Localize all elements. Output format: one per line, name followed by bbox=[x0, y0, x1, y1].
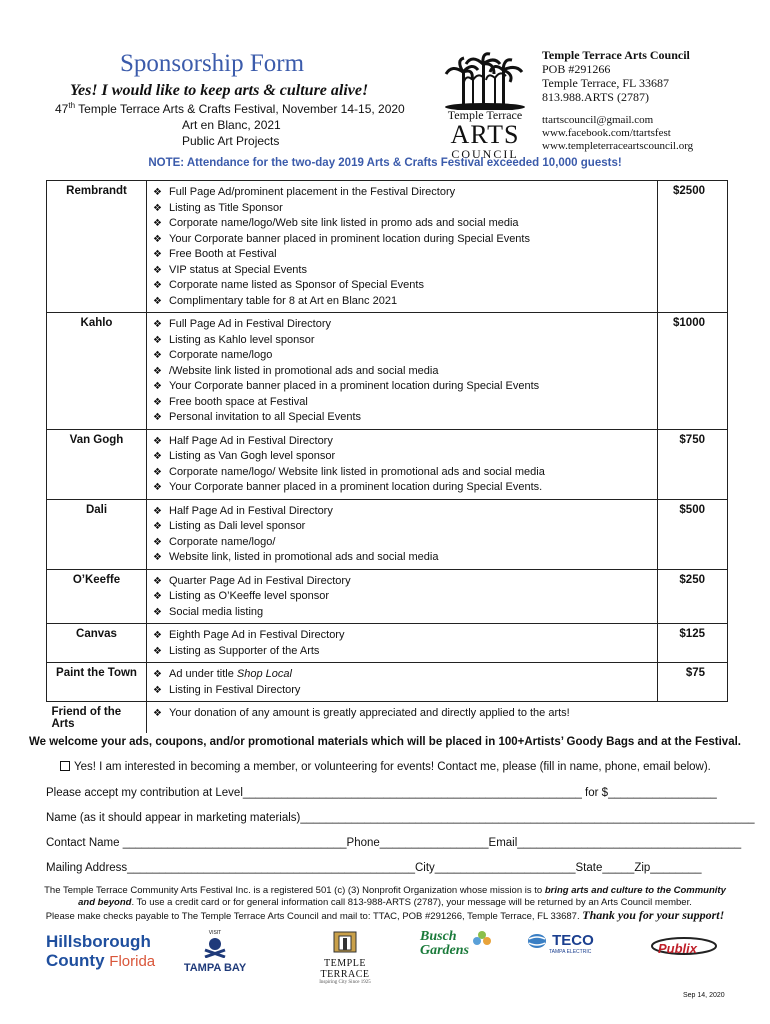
mission-statement bbox=[40, 885, 730, 923]
contact-block bbox=[542, 48, 693, 153]
tier-benefits bbox=[147, 429, 658, 499]
logo-temple-terrace: Temple Terrace bbox=[447, 108, 523, 122]
art-en-blanc-line: Art en Blanc, 2021 bbox=[182, 118, 281, 132]
benefit-item: ❖ Eighth Page Ad in Festival Directory bbox=[153, 628, 652, 644]
mission-emphasis: bring arts and culture to the Community and beyond bbox=[78, 885, 726, 908]
form-date: Sep 14, 2020 bbox=[683, 992, 725, 999]
tier-price: $125 bbox=[658, 624, 728, 663]
contact-org: Temple Terrace Arts Council bbox=[542, 48, 690, 62]
public-art-line: Public Art Projects bbox=[182, 134, 280, 148]
florida-word: Florida bbox=[109, 953, 156, 970]
benefit-item: ❖ Your Corporate banner placed in a prominent location during Special Events bbox=[153, 379, 652, 395]
busch-gardens-logo bbox=[420, 930, 469, 958]
hillsborough-word: Hillsborough bbox=[46, 932, 151, 951]
benefit-item bbox=[153, 667, 652, 683]
tier-price: $2500 bbox=[658, 181, 728, 313]
benefit-item: ❖ Listing as Kahlo level sponsor bbox=[153, 333, 652, 349]
benefit-item: ❖ Social media listing bbox=[153, 605, 652, 621]
temple-terrace-city-logo bbox=[305, 928, 385, 985]
benefit-item: ❖ Listing as Van Gogh level sponsor bbox=[153, 449, 652, 465]
benefit-item: ❖ Complimentary table for 8 at Art en Blanc 2021 bbox=[153, 294, 652, 310]
benefit-item: ❖ Half Page Ad in Festival Directory bbox=[153, 504, 652, 520]
benefit-item: ❖ Full Page Ad in Festival Directory bbox=[153, 317, 652, 333]
benefit-item: ❖ Corporate name listed as Sponsor of Special Events bbox=[153, 278, 652, 294]
tier-level: Friend of the Arts bbox=[47, 702, 147, 734]
visit-tampa-bay-logo bbox=[180, 930, 250, 974]
tier-level: O’Keeffe bbox=[47, 569, 147, 624]
contact-email[interactable]: ttartscouncil@gmail.com bbox=[542, 114, 654, 126]
benefit-item: ❖ Listing as Title Sponsor bbox=[153, 201, 652, 217]
benefit-item: ❖ Free booth space at Festival bbox=[153, 395, 652, 411]
temple-terrace-slogan: Inspiring City Since 1925 bbox=[319, 980, 371, 985]
tier-level: Van Gogh bbox=[47, 429, 147, 499]
marketing-name-field[interactable]: Name (as it should appear in marketing materials)_______________________________________________________________________ bbox=[46, 812, 755, 824]
benefit-item: ❖ Your Corporate banner placed in prominent location during Special Events bbox=[153, 232, 652, 248]
contact-pob: POB #291266 bbox=[542, 62, 611, 76]
sponsorship-tiers-table bbox=[46, 180, 728, 733]
palm-trees-icon bbox=[438, 52, 532, 110]
attendance-note: NOTE: Attendance for the two-day 2019 Arts & Crafts Festival exceeded 10,000 guests! bbox=[148, 157, 622, 169]
benefit-item: ❖ VIP status at Special Events bbox=[153, 263, 652, 279]
benefit-text: Ad under title bbox=[169, 668, 237, 680]
benefit-item: ❖ Corporate name/logo/ bbox=[153, 535, 652, 551]
benefit-item: ❖ Personal invitation to all Special Events bbox=[153, 410, 652, 426]
city-seal-icon bbox=[330, 928, 360, 954]
mission-text-a: The Temple Terrace Community Arts Festival Inc. is a registered 501 (c) (3) Nonprofit Organization whose mission is to bbox=[44, 885, 545, 896]
benefit-item: ❖ Website link, listed in promotional ads and social media bbox=[153, 550, 652, 566]
teco-globe-icon bbox=[527, 933, 547, 949]
teco-logo bbox=[527, 930, 594, 955]
benefit-item: ❖ Your Corporate banner placed in a prominent location during Special Events. bbox=[153, 480, 652, 496]
benefit-item: ❖ Corporate name/logo bbox=[153, 348, 652, 364]
tier-price: $500 bbox=[658, 499, 728, 569]
benefit-item: ❖ Listing as Dali level sponsor bbox=[153, 519, 652, 535]
busch-word: Busch bbox=[420, 929, 457, 944]
tier-price: $250 bbox=[658, 569, 728, 624]
tampa-electric-word: TAMPA ELECTRIC bbox=[549, 949, 592, 955]
flower-icon bbox=[472, 930, 492, 950]
visit-word: VISIT bbox=[208, 930, 222, 936]
festival-text: Temple Terrace Arts & Crafts Festival, November 14-15, 2020 bbox=[75, 102, 405, 116]
tier-level: Kahlo bbox=[47, 313, 147, 430]
temple-terrace-word: TEMPLE TERRACE bbox=[320, 958, 370, 980]
tier-price: $750 bbox=[658, 429, 728, 499]
benefit-item: ❖ Half Page Ad in Festival Directory bbox=[153, 434, 652, 450]
benefit-item: ❖ /Website link listed in promotional ads and social media bbox=[153, 364, 652, 380]
tier-price: $75 bbox=[658, 663, 728, 702]
gardens-word: Gardens bbox=[420, 943, 470, 958]
benefit-item: ❖ Listing as Supporter of the Arts bbox=[153, 644, 652, 660]
member-checkbox-label: Yes! I am interested in becoming a member, or volunteering for events! Contact me, please (fill in name, phone, email below). bbox=[74, 761, 711, 773]
county-word: County bbox=[46, 951, 105, 970]
contact-info-field[interactable]: Contact Name ___________________________________Phone_________________Email___________________________________ bbox=[46, 837, 742, 849]
tier-row-kahlo bbox=[47, 313, 728, 430]
tier-row-canvas bbox=[47, 624, 728, 663]
benefit-item: ❖ Your donation of any amount is greatly appreciated and directly applied to the arts! bbox=[153, 706, 723, 722]
festival-number: 47 bbox=[55, 102, 69, 116]
tier-benefits bbox=[147, 499, 658, 569]
benefit-item: ❖ Quarter Page Ad in Festival Directory bbox=[153, 574, 652, 590]
tier-benefits bbox=[147, 663, 658, 702]
tier-price: $1000 bbox=[658, 313, 728, 430]
publix-word: Publix bbox=[658, 941, 698, 956]
tampa-bay-word: TAMPA BAY bbox=[183, 962, 247, 974]
tier-level: Canvas bbox=[47, 624, 147, 663]
contact-phone: 813.988.ARTS (2787) bbox=[542, 90, 649, 104]
logo-arts: ARTS bbox=[450, 120, 520, 149]
tagline: Yes! I would like to keep arts & culture alive! bbox=[70, 82, 369, 99]
form-title: Sponsorship Form bbox=[120, 50, 305, 77]
benefit-item: ❖ Free Booth at Festival bbox=[153, 247, 652, 263]
member-checkbox-row[interactable] bbox=[60, 761, 711, 773]
contact-website[interactable]: www.templeterraceartscouncil.org bbox=[542, 140, 694, 152]
tier-benefits bbox=[147, 702, 728, 734]
benefit-item: ❖ Listing in Festival Directory bbox=[153, 683, 652, 699]
benefit-item: ❖ Corporate name/logo/Web site link listed in promo ads and social media bbox=[153, 216, 652, 232]
tier-benefits bbox=[147, 181, 658, 313]
tier-row-paint-the-town bbox=[47, 663, 728, 702]
goody-bag-welcome: We welcome your ads, coupons, and/or promotional materials which will be placed in 100+Artists’ Goody Bags and at the Festival. bbox=[28, 736, 741, 748]
thank-you: Thank you for your support! bbox=[582, 908, 725, 922]
tier-benefits bbox=[147, 569, 658, 624]
tier-row-dali bbox=[47, 499, 728, 569]
mission-text-b: . To use a credit card or for general information call 813-988-ARTS (2787), your message will be returned by an Arts Council member. bbox=[131, 897, 692, 908]
festival-line bbox=[55, 101, 405, 116]
benefit-item: ❖ Listing as O’Keeffe level sponsor bbox=[153, 589, 652, 605]
checks-payable: Please make checks payable to The Temple Terrace Arts Council and mail to: TTAC, POB #291266, Temple Terrace, FL 33687. bbox=[45, 911, 580, 922]
crossbones-icon bbox=[202, 936, 228, 958]
tier-row-okeeffe bbox=[47, 569, 728, 624]
tier-benefits bbox=[147, 624, 658, 663]
benefit-emphasis: Shop Local bbox=[236, 668, 292, 680]
arts-council-logo bbox=[438, 52, 532, 161]
level-amount-field[interactable]: Please accept my contribution at Level_____________________________________________________ for $_________________ bbox=[46, 787, 717, 799]
tier-level: Paint the Town bbox=[47, 663, 147, 702]
benefit-item: ❖ Full Page Ad/prominent placement in the Festival Directory bbox=[153, 185, 652, 201]
festival-ordinal: th bbox=[68, 101, 76, 110]
hillsborough-county-logo bbox=[46, 932, 155, 971]
member-checkbox[interactable] bbox=[60, 761, 70, 771]
publix-logo bbox=[650, 938, 698, 957]
tier-row-van-gogh bbox=[47, 429, 728, 499]
contact-city: Temple Terrace, FL 33687 bbox=[542, 76, 669, 90]
tier-level: Dali bbox=[47, 499, 147, 569]
logo-council: COUNCIL bbox=[451, 147, 519, 161]
mailing-address-field[interactable]: Mailing Address_____________________________________________City______________________State_____Zip________ bbox=[46, 862, 702, 874]
tier-row-rembrandt bbox=[47, 181, 728, 313]
tier-benefits bbox=[147, 313, 658, 430]
tier-row-friend-of-the-arts bbox=[47, 702, 728, 734]
benefit-item: ❖ Corporate name/logo/ Website link listed in promotional ads and social media bbox=[153, 465, 652, 481]
tier-level: Rembrandt bbox=[47, 181, 147, 313]
teco-word: TECO bbox=[552, 932, 594, 949]
contact-facebook[interactable]: www.facebook.com/ttartsfest bbox=[542, 127, 671, 139]
